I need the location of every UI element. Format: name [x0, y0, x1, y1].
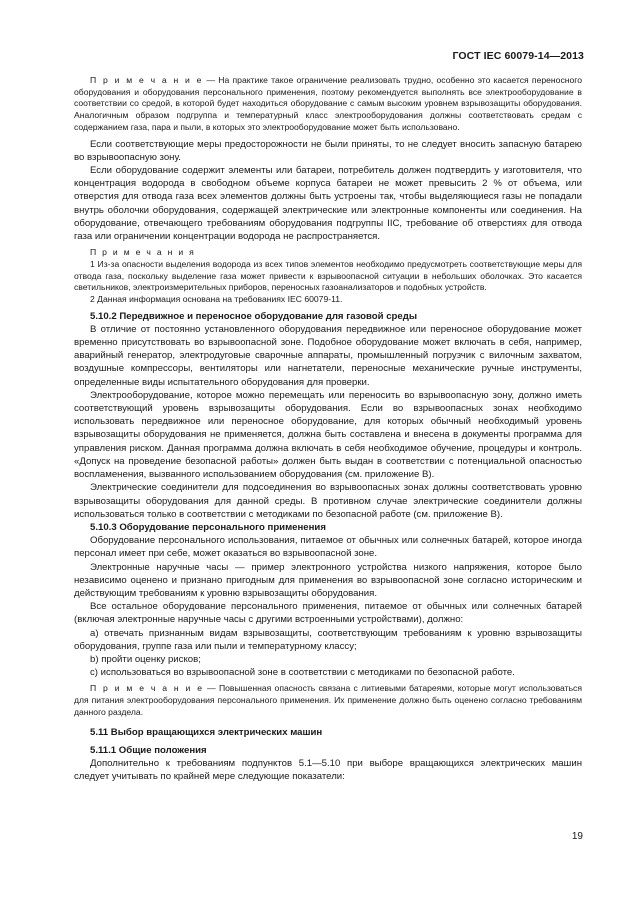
paragraph: Оборудование персонального использования, питаемое от обычных или солнечных батарей, которое иногда персонал имеет при себе, может оказаться во взрывоопасной зоне. — [74, 535, 582, 560]
note-item: 1 Из-за опасности выделения водорода из всех типов элементов необходимо предусмотреть соответствующие меры для отвода газа, поскольку выделение газа может привести к взрывоопасной ситуации в небольших оболочках. Это касается светильников, электроизмерительных приборов, переносных газоанализаторов и подобных устройств. — [74, 258, 582, 293]
paragraph: В отличие от постоянно установленного оборудования передвижное или переносное оборудование может временно присутствовать во взрывоопасной зоне. Подобное оборудование может включать в себя, например, аварийный генератор, электродуговые сварочные аппараты, промышленный погрузчик с вилочным захватом, воздушные компрессоры, вентиляторы или нагнетатели, переносные механические ручные инструменты, определенные виды испытательного оборудования для проверки. — [74, 323, 582, 388]
page-number: 19 — [571, 831, 583, 842]
page-content — [74, 75, 582, 783]
list-item: b) пройти оценку рисков; — [90, 653, 201, 665]
section-heading: 5.11 Выбор вращающихся электрических машин — [90, 727, 323, 739]
note-paragraph — [74, 75, 582, 134]
list-item: c) использоваться во взрывоопасной зоне в соответствии с методиками по безопасной работе. — [90, 667, 515, 679]
notes-label — [74, 247, 582, 259]
paragraph: Если соответствующие меры предосторожности не были приняты, то не следует вносить запасную батарею во взрывоопасную зону. — [74, 138, 582, 163]
section-heading: 5.11.1 Общие положения — [90, 744, 207, 756]
paragraph: Электрооборудование, которое можно перемещать или переносить во взрывоопасную зону, должно иметь соответствующий уровень взрывозащиты оборудования. Если во взрывоопасных зонах необходимо использовать передвижное или переносное оборудование, для которых обычный необходимый уровень взрывозащиты оборудования не применяется, должна быть составлена и внесена в документы программа для управления риском. Данная программа должна включать в себя необходимое обучение, процедуры и контроль. «Допуск на проведение безопасной работы» должен быть выдан в соответствии с потенциальной опасностью воспламенения, вызванного использованием оборудования (см. приложение В). — [74, 389, 582, 481]
note-label: П р и м е ч а н и е — [90, 683, 204, 694]
note-text: — На практике такое ограничение реализовать трудно, особенно это касается переносного оборудования и оборудования персонального применения, поэтому рекомендуется выполнять все электрооборудование в соответствии со средой, в которой будет находиться оборудование с самым высоким уровнем взрывозащиты оборудования. Аналогичным образом подгруппа и температурный класс электрооборудования должны соответствовать средам с содержанием газа, пара и пыли, в которых это электрооборудование может быть использовано. — [74, 75, 583, 132]
note-item: 2 Данная информация основана на требованиях IEC 60079-11. — [90, 293, 343, 304]
paragraph: Дополнительно к требованиям подпунктов 5.1—5.10 при выборе вращающихся электрических машин следует учитывать по крайней мере следующие показатели: — [74, 757, 582, 783]
section-heading: 5.10.2 Передвижное и переносное оборудование для газовой среды — [90, 310, 418, 322]
note-paragraph — [74, 683, 582, 718]
note-label: П р и м е ч а н и е — [90, 75, 204, 85]
paragraph: Электронные наручные часы — пример электронного устройства низкого напряжения, которое было независимо оценено и признано пригодным для применения во взрывоопасной зоне согласно историческим и действующим требованиям к уровню взрывозащиты оборудования. — [74, 561, 582, 599]
list-item: а) отвечать признанным видам взрывозащиты, соответствующим требованиям к уровню взрывозащиты оборудования, группе газа или пыли и температурному классу; — [74, 627, 582, 652]
paragraph: Электрические соединители для подсоединения во взрывоопасных зонах должны соответствовать уровню взрывозащиты оборудования для данной среды. В противном случае электрические соединители должны использоваться только в соответствии с методиками по безопасной работе (см. приложение В). — [74, 482, 582, 520]
standard-header: ГОСТ IEC 60079-14—2013 — [452, 50, 584, 62]
paragraph: Все остальное оборудование персонального применения, питаемое от обычных или солнечных батарей (включая электронные наручные часы с другими встроенными устройствами), должно: — [74, 601, 582, 626]
paragraph: Если оборудование содержит элементы или батареи, потребитель должен подтвердить у изготовителя, что концентрация водорода в свободном объеме корпуса батареи не может превысить 2 % от объема, или отверстия для отвода газа всех элементов должны быть устроены так, чтобы выделяющиеся газы не попадали внутрь оболочки оборудования, содержащей электрические или электронные компоненты или соединения. На оборудование, отвечающего требованиям оборудования подгруппы IIC, требование об отверстиях для отвода газа или ограничении концентрации водорода не распространяется. — [74, 164, 582, 242]
section-heading: 5.10.3 Оборудование персонального применения — [90, 521, 326, 533]
note-text: — Повышенная опасность связана с литиевыми батареями, которые могут использоваться для питания электрооборудования персонального применения. Их применение должно быть оценено согласно требованиям данного раздела. — [74, 683, 583, 717]
notes-label-text: П р и м е ч а н и я — [90, 247, 196, 258]
